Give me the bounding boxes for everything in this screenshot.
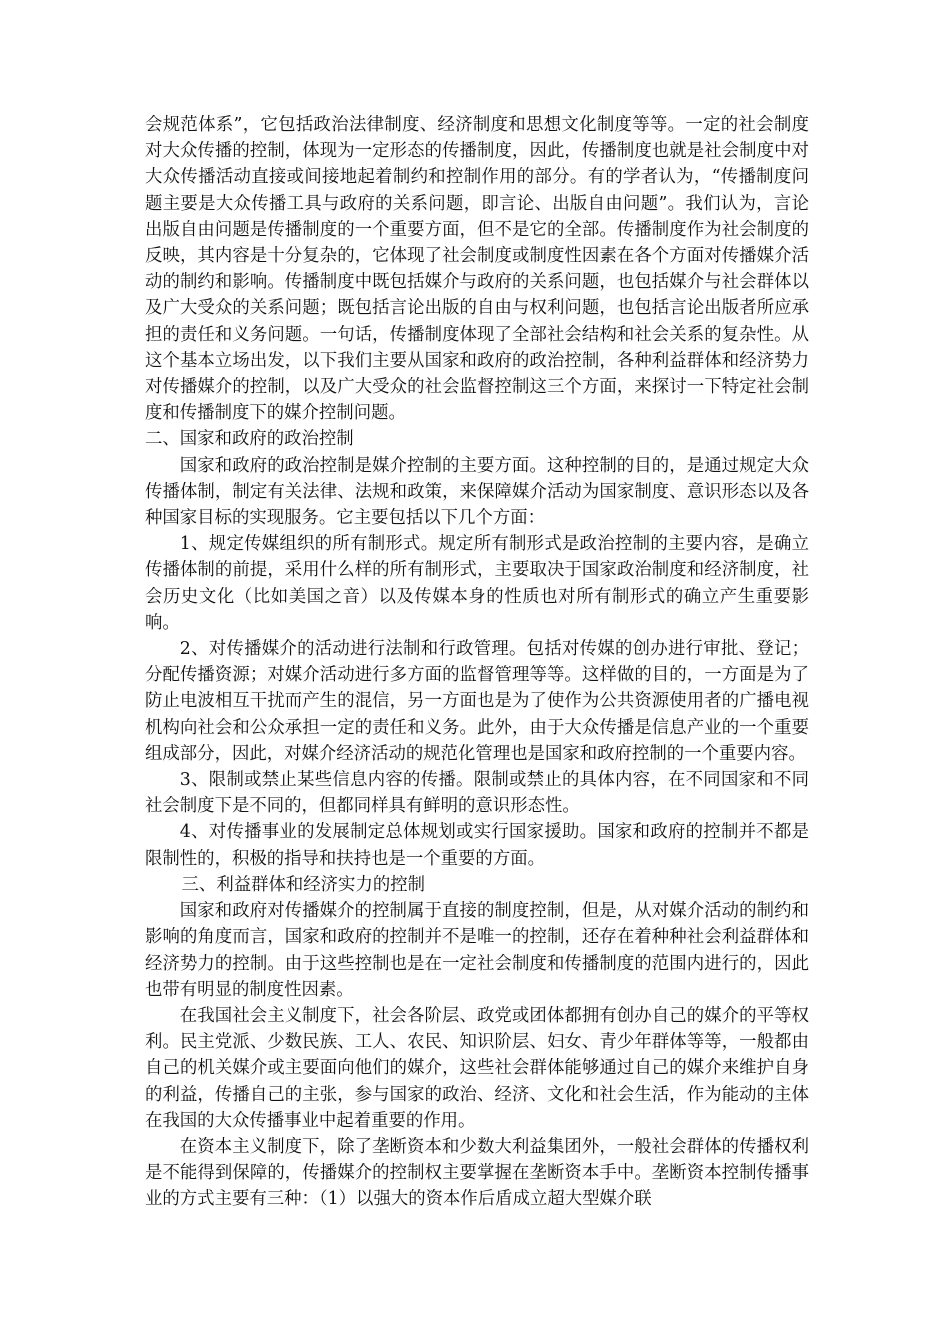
paragraph: 在资本主义制度下，除了垄断资本和少数大利益集团外，一般社会群体的传播权利是不能得到保障的，传播媒介的控制权主要掌握在垄断资本手中。垄断资本控制传播事业的方式主要有三种：（1）以强大的资本作后盾成立超大型媒介联	[145, 1136, 809, 1210]
list-item-paragraph: 1、规定传媒组织的所有制形式。规定所有制形式是政治控制的主要内容，是确立传播体制的前提，采用什么样的所有制形式，主要取决于国家政治制度和经济制度，社会历史文化（比如美国之音）以及传媒本身的性质也对所有制形式的确立产生重要影响。	[145, 534, 809, 633]
section-heading: 二、国家和政府的政治控制	[145, 429, 354, 450]
document-body	[145, 112, 809, 1213]
list-item-paragraph: 3、限制或禁止某些信息内容的传播。限制或禁止的具体内容，在不同国家和不同社会制度下是不同的，但都同样具有鲜明的意识形态性。	[145, 770, 809, 817]
paragraph: 国家和政府对传播媒介的控制属于直接的制度控制，但是，从对媒介活动的制约和影响的角度而言，国家和政府的控制并不是唯一的控制，还存在着种种社会利益群体和经济势力的控制。由于这些控制也是在一定社会制度和传播制度的范围内进行的，因此也带有明显的制度性因素。	[145, 901, 809, 1000]
paragraph: 在我国社会主义制度下，社会各阶层、政党或团体都拥有创办自己的媒介的平等权利。民主党派、少数民族、工人、农民、知识阶层、妇女、青少年群体等等，一般都由自己的机关媒介或主要面向他们的媒介，这些社会群体能够通过自己的媒介来维护自身的利益，传播自己的主张，参与国家的政治、经济、文化和社会生活，作为能动的主体在我国的大众传播事业中起着重要的作用。	[145, 1005, 809, 1131]
section-heading: 三、利益群体和经济实力的控制	[181, 874, 426, 895]
paragraph: 国家和政府的政治控制是媒介控制的主要方面。这种控制的目的，是通过规定大众传播体制，制定有关法律、法规和政策，来保障媒介活动为国家制度、意识形态以及各种国家目标的实现服务。它主要包括以下几个方面：	[145, 455, 809, 529]
list-item-paragraph: 4、对传播事业的发展制定总体规划或实行国家援助。国家和政府的控制并不都是限制性的，积极的指导和扶持也是一个重要的方面。	[145, 822, 809, 869]
paragraph: 会规范体系”，它包括政治法律制度、经济制度和思想文化制度等等。一定的社会制度对大众传播的控制，体现为一定形态的传播制度，因此，传播制度也就是社会制度中对大众传播活动直接或间接地起着制约和控制作用的部分。有的学者认为，“传播制度问题主要是大众传播工具与政府的关系问题，即言论、出版自由问题”。我们认为，言论出版自由问题是传播制度的一个重要方面，但不是它的全部。传播制度作为社会制度的反映，其内容是十分复杂的，它体现了社会制度或制度性因素在各个方面对传播媒介活动的制约和影响。传播制度中既包括媒介与政府的关系问题，也包括媒介与社会群体以及广大受众的关系问题；既包括言论出版的自由与权利问题，也包括言论出版者所应承担的责任和义务问题。一句话，传播制度体现了全部社会结构和社会关系的复杂性。从这个基本立场出发，以下我们主要从国家和政府的政治控制，各种利益群体和经济势力对传播媒介的控制，以及广大受众的社会监督控制这三个方面，来探讨一下特定社会制度和传播制度下的媒介控制问题。	[145, 115, 809, 424]
list-item-paragraph: 2、对传播媒介的活动进行法制和行政管理。包括对传媒的创办进行审批、登记；分配传播资源；对媒介活动进行多方面的监督管理等等。这样做的目的，一方面是为了防止电波相互干扰而产生的混信，另一方面也是为了使作为公共资源使用者的广播电视机构向社会和公众承担一定的责任和义务。此外，由于大众传播是信息产业的一个重要组成部分，因此，对媒介经济活动的规范化管理也是国家和政府控制的一个重要内容。	[145, 639, 809, 764]
